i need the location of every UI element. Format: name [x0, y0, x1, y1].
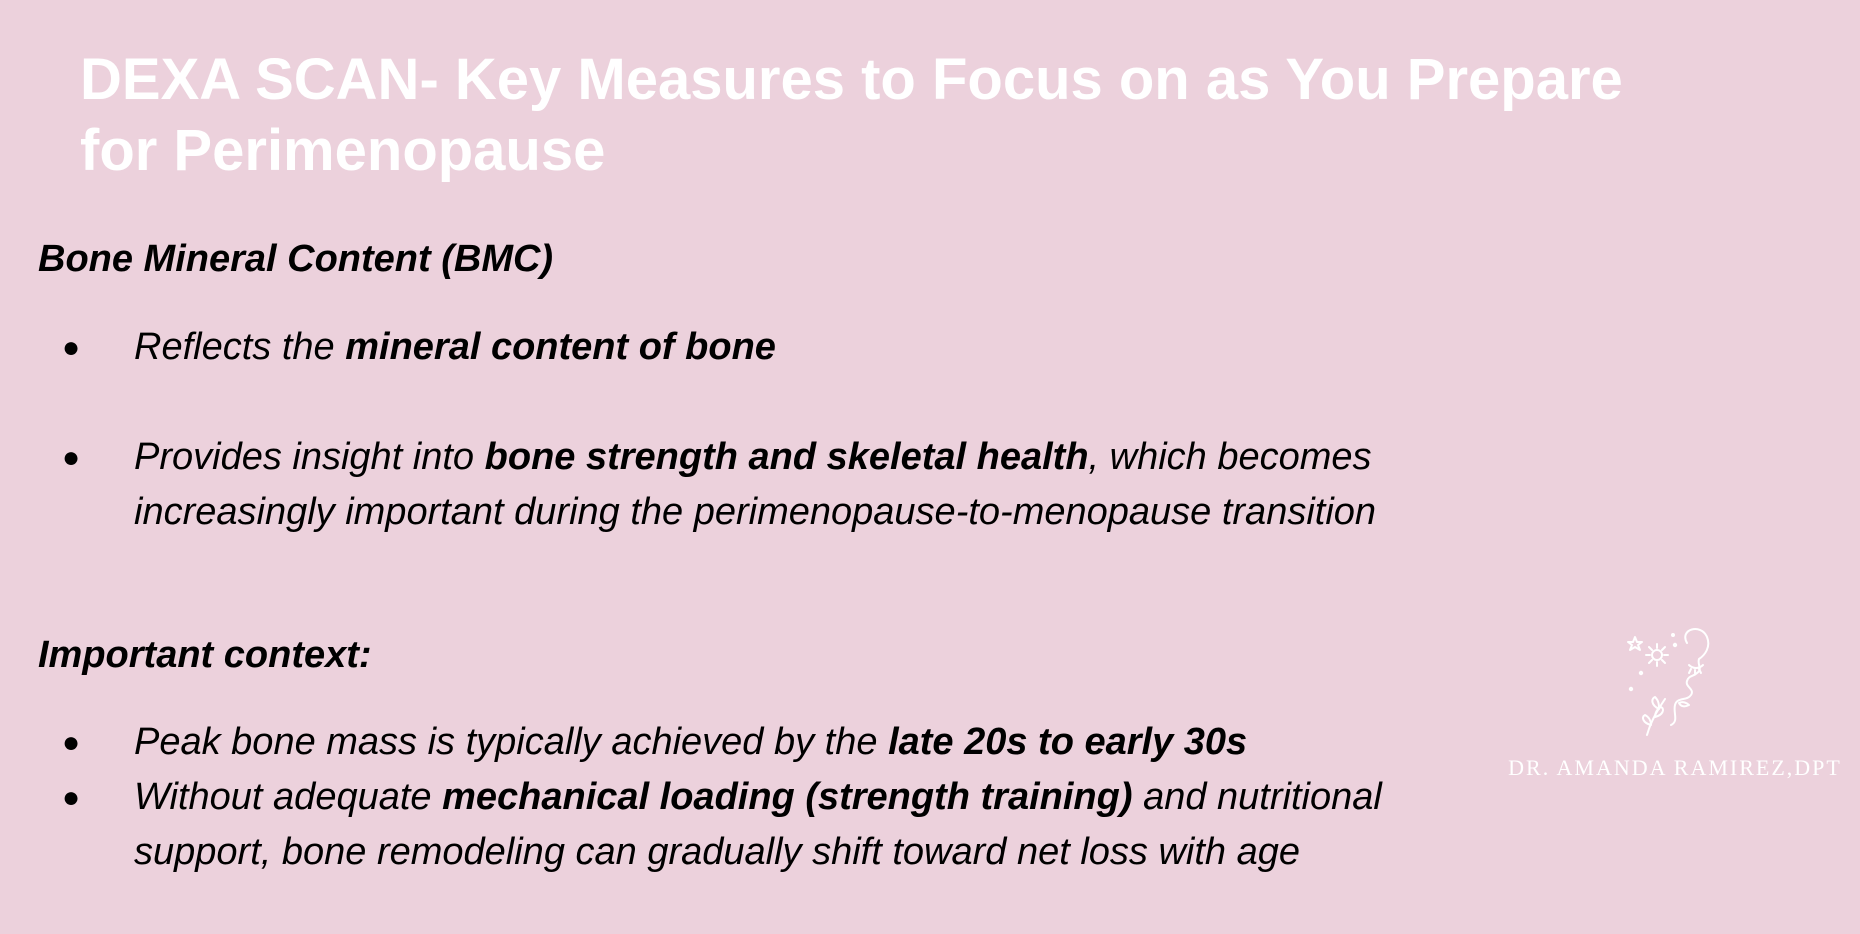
bullet-text	[134, 430, 1462, 540]
bullet-text	[134, 320, 1462, 375]
brand-logo	[1505, 625, 1845, 785]
bullet-text-segment: Peak bone mass is typically achieved by the	[134, 721, 889, 763]
bullet-dot: ●	[62, 331, 81, 364]
bullet-text-segment: Without adequate	[134, 776, 443, 818]
bullet-text-segment: , which becomes increasingly important during the perimenopause-to-menopause transition	[134, 436, 1377, 533]
bmc-bullet-1	[62, 320, 1462, 375]
bullet-dot: ●	[62, 781, 81, 814]
slide-title-line-1: DEXA SCAN- Key Measures to Focus on as You Prepare	[80, 47, 1623, 112]
bullet-text-segment: and nutritional support, bone remodeling can gradually shift toward net loss with age	[134, 776, 1382, 873]
bullet-text	[134, 715, 1462, 770]
bullet-text-bold-segment: mineral content of bone	[345, 326, 776, 368]
slide-title	[80, 44, 1680, 186]
bullet-text-bold-segment: bone strength and skeletal health	[484, 436, 1089, 478]
slide-title-line-2: for Perimenopause	[80, 118, 606, 183]
context-bullet-2	[62, 770, 1462, 880]
bullet-text-bold-segment: late 20s to early 30s	[888, 721, 1248, 763]
section-heading-bmc: Bone Mineral Content (BMC)	[38, 238, 554, 280]
section-heading-context: Important context:	[38, 634, 372, 676]
face-line-art-logo-icon	[1617, 625, 1727, 745]
bullet-dot: ●	[62, 726, 81, 759]
brand-name: DR. AMANDA RAMIREZ,DPT	[1508, 755, 1842, 780]
bmc-bullet-2	[62, 430, 1462, 540]
context-bullet-1	[62, 715, 1462, 770]
bullet-text-segment: Provides insight into	[134, 436, 485, 478]
bullet-text	[134, 770, 1462, 880]
bullet-text-segment: Reflects the	[134, 326, 346, 368]
bullet-dot: ●	[62, 441, 81, 474]
bullet-text-bold-segment: mechanical loading (strength training)	[442, 776, 1133, 818]
